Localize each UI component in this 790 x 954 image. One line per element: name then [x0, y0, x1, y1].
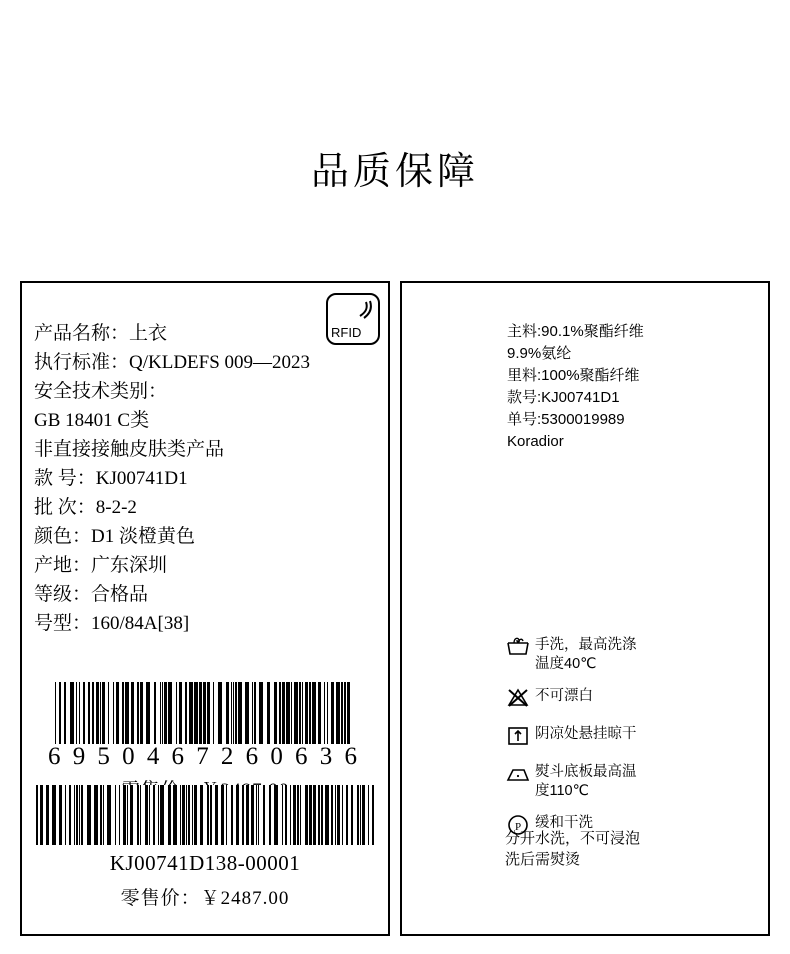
- hand-wash-icon: [505, 635, 535, 659]
- barcode-digit: 6: [48, 743, 70, 770]
- info-line: 颜色：D1 淡橙黄色: [34, 526, 195, 547]
- care-row: [505, 686, 761, 712]
- composition-line: 主料:90.1%聚酯纤维: [507, 323, 644, 340]
- care-line: 熨斗底板最高温: [535, 764, 637, 780]
- info-line: 非直接接触皮肤类产品: [34, 439, 225, 460]
- sku-barcode: [36, 785, 376, 845]
- composition-line: 单号:5300019989: [507, 411, 625, 428]
- care-footer-line: 分开水洗，不可浸泡: [505, 830, 641, 847]
- retail-price-bottom: 零售价：￥2487.00: [120, 888, 290, 909]
- care-footer-line: 洗后需熨烫: [505, 851, 581, 868]
- care-instruction-list: [505, 635, 761, 851]
- care-text: [535, 686, 593, 706]
- ean-barcode-digits: [44, 743, 370, 771]
- care-text: [535, 724, 637, 744]
- barcode-digit: 6: [344, 743, 366, 770]
- composition-line: 款号:KJ00741D1: [507, 389, 620, 406]
- barcode-digit: 7: [196, 743, 218, 770]
- info-line: 款 号：KJ00741D1: [34, 468, 188, 489]
- do-not-bleach-icon: [505, 686, 535, 710]
- composition-line: 9.9%氨纶: [507, 345, 572, 362]
- info-line: 批 次：8-2-2: [34, 497, 137, 518]
- care-text: [535, 762, 637, 801]
- care-footer-note: [505, 828, 761, 870]
- care-line: 温度40℃: [535, 656, 597, 672]
- info-line: GB 18401 C类: [34, 410, 150, 431]
- product-info-list: [34, 319, 382, 638]
- sku-code: KJ00741D138-00001: [109, 851, 301, 875]
- info-line: 安全技术类别：: [34, 381, 168, 402]
- info-line: 等级：合格品: [34, 584, 149, 605]
- care-line: 度110℃: [535, 783, 589, 799]
- care-label-right: [400, 281, 770, 936]
- care-text: [535, 635, 637, 674]
- care-line: 缓和干洗: [535, 815, 593, 831]
- care-row: [505, 762, 761, 801]
- care-line: 手洗，最高洗涤: [535, 637, 637, 653]
- composition-list: [507, 321, 767, 453]
- iron-low-temp-icon: [505, 762, 535, 786]
- barcode-digit: 4: [146, 743, 169, 770]
- barcode-digit: 2: [220, 743, 243, 770]
- barcode-digit: 6: [295, 743, 317, 770]
- brand-name: Koradior: [507, 433, 564, 450]
- page-title: 品质保障: [310, 151, 479, 193]
- care-row: [505, 724, 761, 750]
- care-row: [505, 635, 761, 674]
- barcode-digit: 3: [319, 743, 342, 770]
- ean-barcode: [55, 682, 355, 744]
- composition-line: 里料:100%聚酯纤维: [507, 367, 640, 384]
- rfid-label: RFID: [331, 325, 362, 340]
- barcode-digit: 6: [245, 743, 268, 770]
- info-line: 产品名称：上衣: [34, 323, 168, 344]
- barcode-digit: 0: [270, 743, 292, 770]
- info-line: 执行标准：Q/KLDEFS 009—2023: [34, 352, 311, 373]
- product-label-left: [20, 281, 390, 936]
- barcode-digit: 0: [122, 743, 144, 770]
- info-line: 号型：160/84A[38]: [34, 613, 190, 634]
- care-line: 不可漂白: [535, 688, 593, 704]
- line-dry-shade-icon: [505, 724, 535, 748]
- barcode-digit: 6: [171, 743, 194, 770]
- barcode-digit: 5: [97, 743, 119, 770]
- barcode-digit: 9: [72, 743, 95, 770]
- info-line: 产地：广东深圳: [34, 555, 168, 576]
- care-line: 阴凉处悬挂晾干: [535, 726, 637, 742]
- svg-text:P: P: [514, 821, 522, 833]
